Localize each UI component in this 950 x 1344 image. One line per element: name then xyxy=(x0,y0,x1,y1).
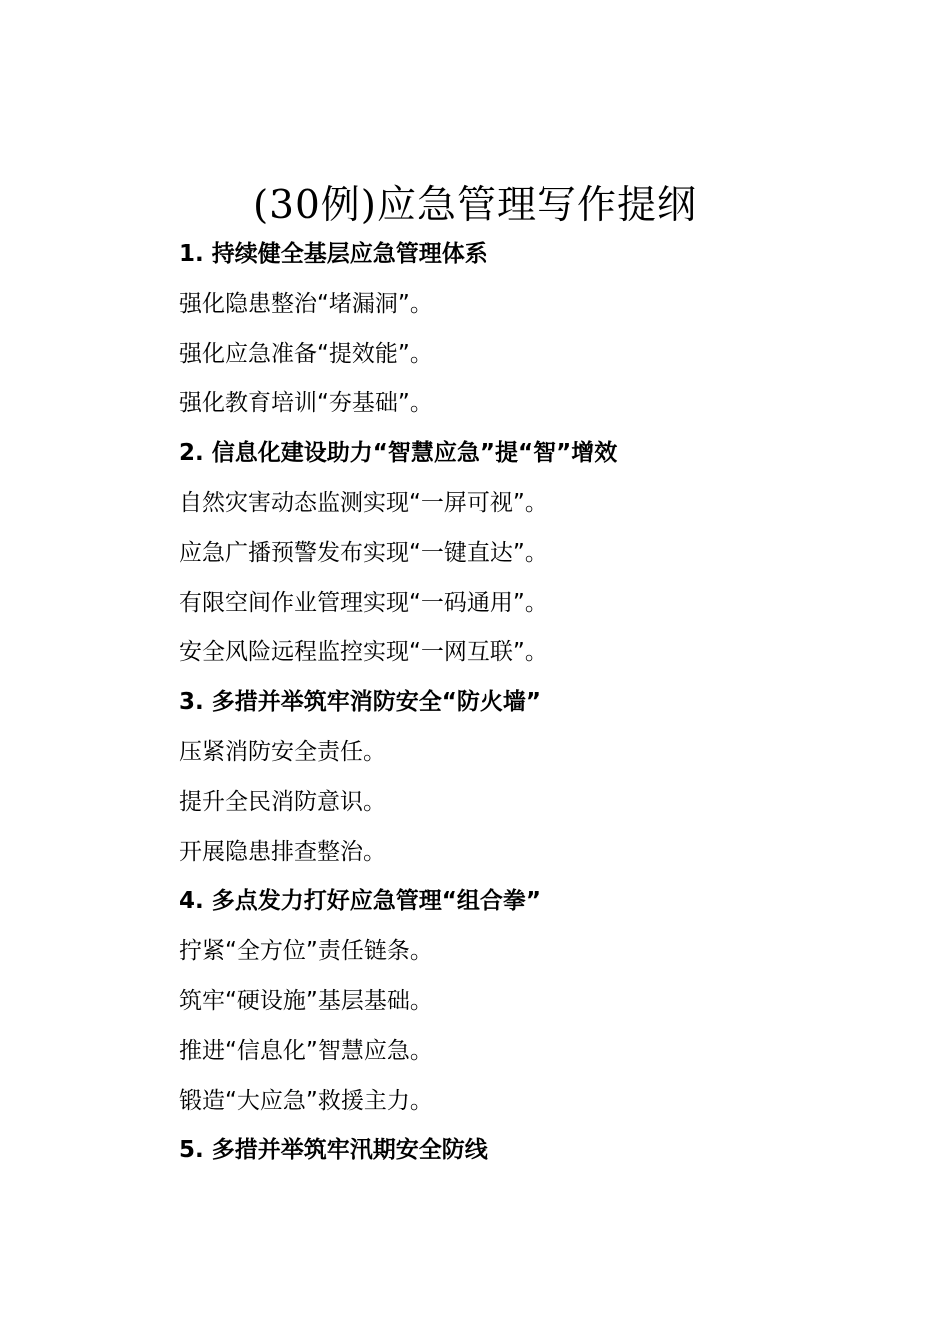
section-heading: 1. 持续健全基层应急管理体系 xyxy=(179,241,488,267)
document-title: (30例)应急管理写作提纲 xyxy=(252,183,698,228)
list-item: 有限空间作业管理实现“一码通用”。 xyxy=(179,589,548,616)
list-item: 应急广播预警发布实现“一键直达”。 xyxy=(179,539,548,566)
list-item: 强化应急准备“提效能”。 xyxy=(179,340,433,367)
list-item: 锻造“大应急”救援主力。 xyxy=(179,1087,433,1114)
list-item: 强化隐患整治“堵漏洞”。 xyxy=(179,290,433,317)
section-heading: 2. 信息化建设助力“智慧应急”提“智”增效 xyxy=(179,440,618,467)
list-item: 安全风险远程监控实现“一网互联”。 xyxy=(179,639,548,666)
list-item: 开展隐患排查整治。 xyxy=(179,838,386,865)
list-item: 推进“信息化”智慧应急。 xyxy=(179,1037,433,1064)
document-body xyxy=(179,230,879,1176)
list-item: 提升全民消防意识。 xyxy=(179,788,386,815)
section-heading: 5. 多措并举筑牢汛期安全防线 xyxy=(179,1137,488,1164)
list-item: 筑牢“硬设施”基层基础。 xyxy=(179,987,433,1014)
section-heading: 4. 多点发力打好应急管理“组合拳” xyxy=(179,888,541,915)
list-item: 压紧消防安全责任。 xyxy=(179,738,386,765)
list-item: 拧紧“全方位”责任链条。 xyxy=(179,938,433,965)
list-item: 自然灾害动态监测实现“一屏可视”。 xyxy=(179,489,548,516)
section-heading: 3. 多措并举筑牢消防安全“防火墙” xyxy=(179,689,541,716)
list-item: 强化教育培训“夯基础”。 xyxy=(179,390,433,417)
